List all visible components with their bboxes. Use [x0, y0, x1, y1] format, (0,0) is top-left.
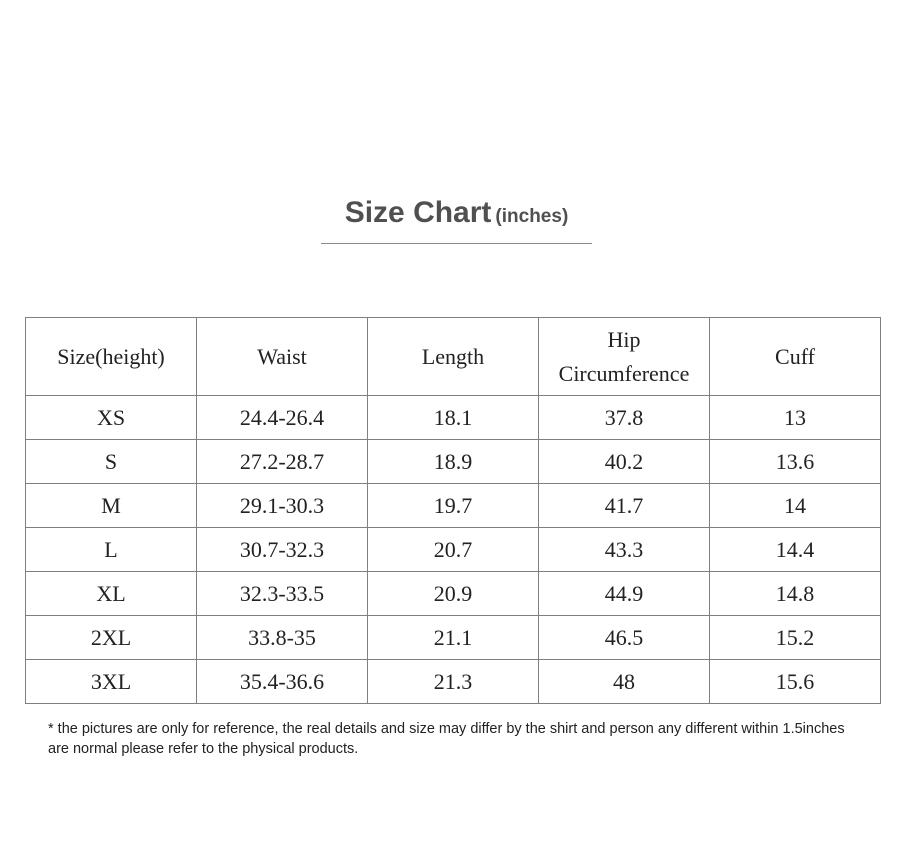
header-waist: Waist — [197, 318, 368, 396]
cell-hip: 48 — [539, 660, 710, 704]
table-row — [26, 484, 881, 528]
cell-hip: 41.7 — [539, 484, 710, 528]
header-row — [26, 318, 881, 396]
cell-waist: 24.4-26.4 — [197, 396, 368, 440]
cell-length: 18.9 — [368, 440, 539, 484]
cell-waist: 32.3-33.5 — [197, 572, 368, 616]
cell-waist: 29.1-30.3 — [197, 484, 368, 528]
cell-size: XL — [26, 572, 197, 616]
cell-size: 2XL — [26, 616, 197, 660]
title-main-text: Size Chart — [344, 196, 492, 229]
cell-hip: 46.5 — [539, 616, 710, 660]
cell-cuff: 13 — [710, 396, 881, 440]
header-length: Length — [368, 318, 539, 396]
cell-waist: 35.4-36.6 — [197, 660, 368, 704]
cell-length: 20.7 — [368, 528, 539, 572]
cell-size: M — [26, 484, 197, 528]
cell-size: 3XL — [26, 660, 197, 704]
table-row — [26, 528, 881, 572]
title-unit-text: (inches) — [495, 206, 569, 227]
cell-hip: 40.2 — [539, 440, 710, 484]
header-size: Size(height) — [26, 318, 197, 396]
cell-length: 18.1 — [368, 396, 539, 440]
table-row — [26, 616, 881, 660]
size-chart-table — [25, 317, 881, 704]
cell-size: S — [26, 440, 197, 484]
disclaimer-note: * the pictures are only for reference, the real details and size may differ by the shirt and person any different within 1.5inches are normal please refer to the physical products. — [48, 721, 845, 757]
cell-waist: 30.7-32.3 — [197, 528, 368, 572]
cell-cuff: 14.8 — [710, 572, 881, 616]
cell-size: XS — [26, 396, 197, 440]
table-row — [26, 396, 881, 440]
cell-cuff: 14.4 — [710, 528, 881, 572]
table-row — [26, 440, 881, 484]
cell-hip: 43.3 — [539, 528, 710, 572]
cell-cuff: 14 — [710, 484, 881, 528]
cell-waist: 27.2-28.7 — [197, 440, 368, 484]
table-row — [26, 660, 881, 704]
table-row — [26, 572, 881, 616]
cell-length: 20.9 — [368, 572, 539, 616]
cell-length: 21.3 — [368, 660, 539, 704]
header-cuff: Cuff — [710, 318, 881, 396]
cell-cuff: 13.6 — [710, 440, 881, 484]
cell-hip: 37.8 — [539, 396, 710, 440]
cell-cuff: 15.6 — [710, 660, 881, 704]
cell-length: 19.7 — [368, 484, 539, 528]
cell-cuff: 15.2 — [710, 616, 881, 660]
cell-waist: 33.8-35 — [197, 616, 368, 660]
cell-length: 21.1 — [368, 616, 539, 660]
header-hip-text: Hip Circumference — [558, 326, 690, 386]
header-hip-circumference — [539, 318, 710, 396]
size-chart-title — [321, 190, 592, 244]
cell-hip: 44.9 — [539, 572, 710, 616]
cell-size: L — [26, 528, 197, 572]
